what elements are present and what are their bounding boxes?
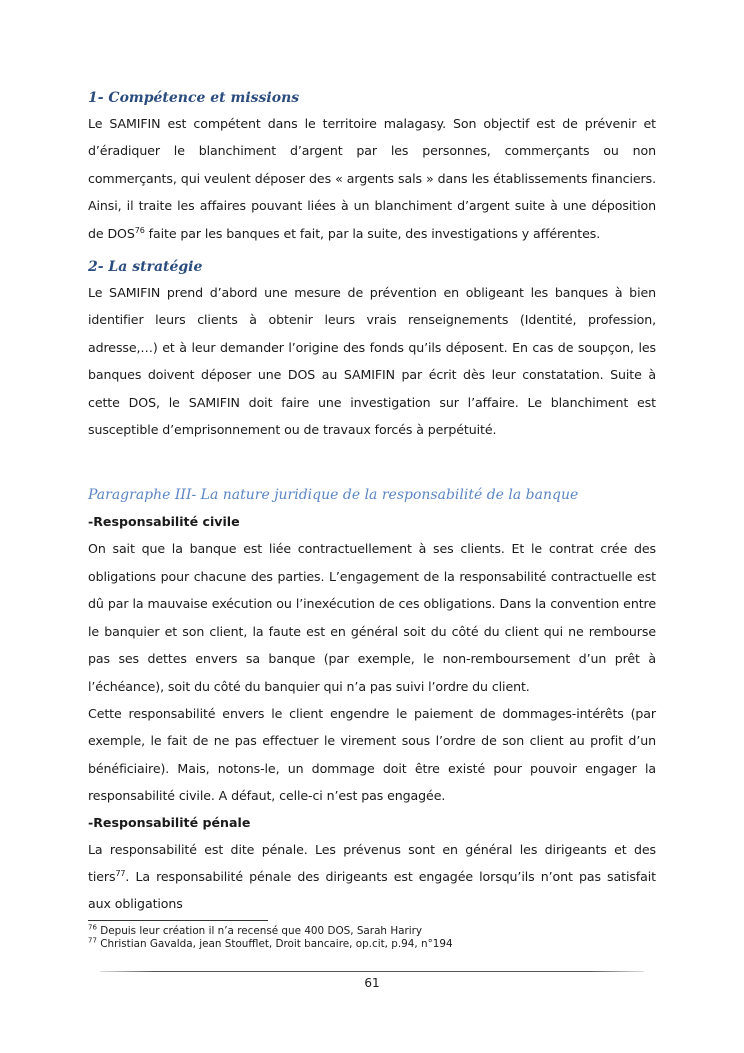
subheading-penale: -Responsabilité pénale — [88, 814, 251, 830]
section-text-competence: Le SAMIFIN est compétent dans le territoire malagasy. Son objectif est de prévenir et d’éradiquer le blanchiment d’argent par les personnes, commerçants ou non commerçants, qui veulent déposer des « argents sals » dans les établissements financiers. Ainsi, il traite les affaires pouvant liées à un blanchiment d’argent suite à une déposition de DOS$^{76}$ faite par les banques et fait, par la suite, des investigations y afférentes. — [88, 116, 656, 241]
text-civile-1: On sait que la banque est liée contractuellement à ses clients. Et le contrat crée des obligations pour chacune des parties. L’engagement de la responsabilité contractuelle est dû par la mauvaise exécution ou l’inexécution de ces obligations. Dans la convention entre le banquier et son client, la faute est en général soit du côté du client qui ne rembourse pas ses dettes envers sa banque (par exemple, le non-remboursement d’un prêt à l’échéance), soit du côté du banquier qui n’a pas suivi l’ordre du client. — [88, 541, 656, 694]
footnote-divider — [88, 920, 268, 921]
section-heading-competence: 1- Compétence et missions — [88, 90, 300, 106]
footnotes — [88, 920, 656, 951]
footer-divider — [100, 971, 644, 972]
footnote-76: $^{76}$ Depuis leur création il n’a recensé que 400 DOS, Sarah Hariry — [88, 923, 423, 937]
text-civile-2: Cette responsabilité envers le client engendre le paiement de dommages-intérêts (par exemple, le fait de ne pas effectuer le virement sous l’ordre de son client au profit d’un bénéficiaire). Mais, notons-le, un dommage doit être existé pour pouvoir engager la responsabilité civile. A défaut, celle-ci n’est pas engagée. — [88, 705, 656, 804]
text-penale: La responsabilité est dite pénale. Les prévenus sont en général les dirigeants et des tiers$^{77}$. La responsabilité pénale des dirigeants est engagée lorsqu’ils n’ont pas satisfait aux obligations — [88, 841, 656, 912]
section-text-strategie: Le SAMIFIN prend d’abord une mesure de prévention en obligeant les banques à bien identifier leurs clients à obtenir leurs vrais renseignements (Identité, profession, adresse,…) et à leur demander l’origine des fonds qu’ils déposent. En cas de soupçon, les banques doivent déposer une DOS au SAMIFIN par écrit dès leur constatation. Suite à cette DOS, le SAMIFIN doit faire une investigation sur l’affaire. Le blanchiment est susceptible d’emprisonnement ou de travaux forcés à perpétuité. — [88, 285, 656, 438]
footnote-77: $^{77}$ Christian Gavalda, jean Stoufflet, Droit bancaire, op.cit, p.94, n°194 — [88, 936, 453, 950]
section-heading-strategie: 2- La stratégie — [88, 259, 203, 276]
page-number: 61 — [364, 976, 380, 990]
footnote-ref-77[interactable]: 77 — [115, 868, 126, 878]
footnote-ref-76[interactable]: 76 — [134, 225, 145, 235]
page-body — [88, 86, 656, 918]
paragraph-title: Paragraphe III- La nature juridique de la responsabilité de la banque — [88, 487, 579, 504]
subheading-civile: -Responsabilité civile — [88, 514, 240, 530]
